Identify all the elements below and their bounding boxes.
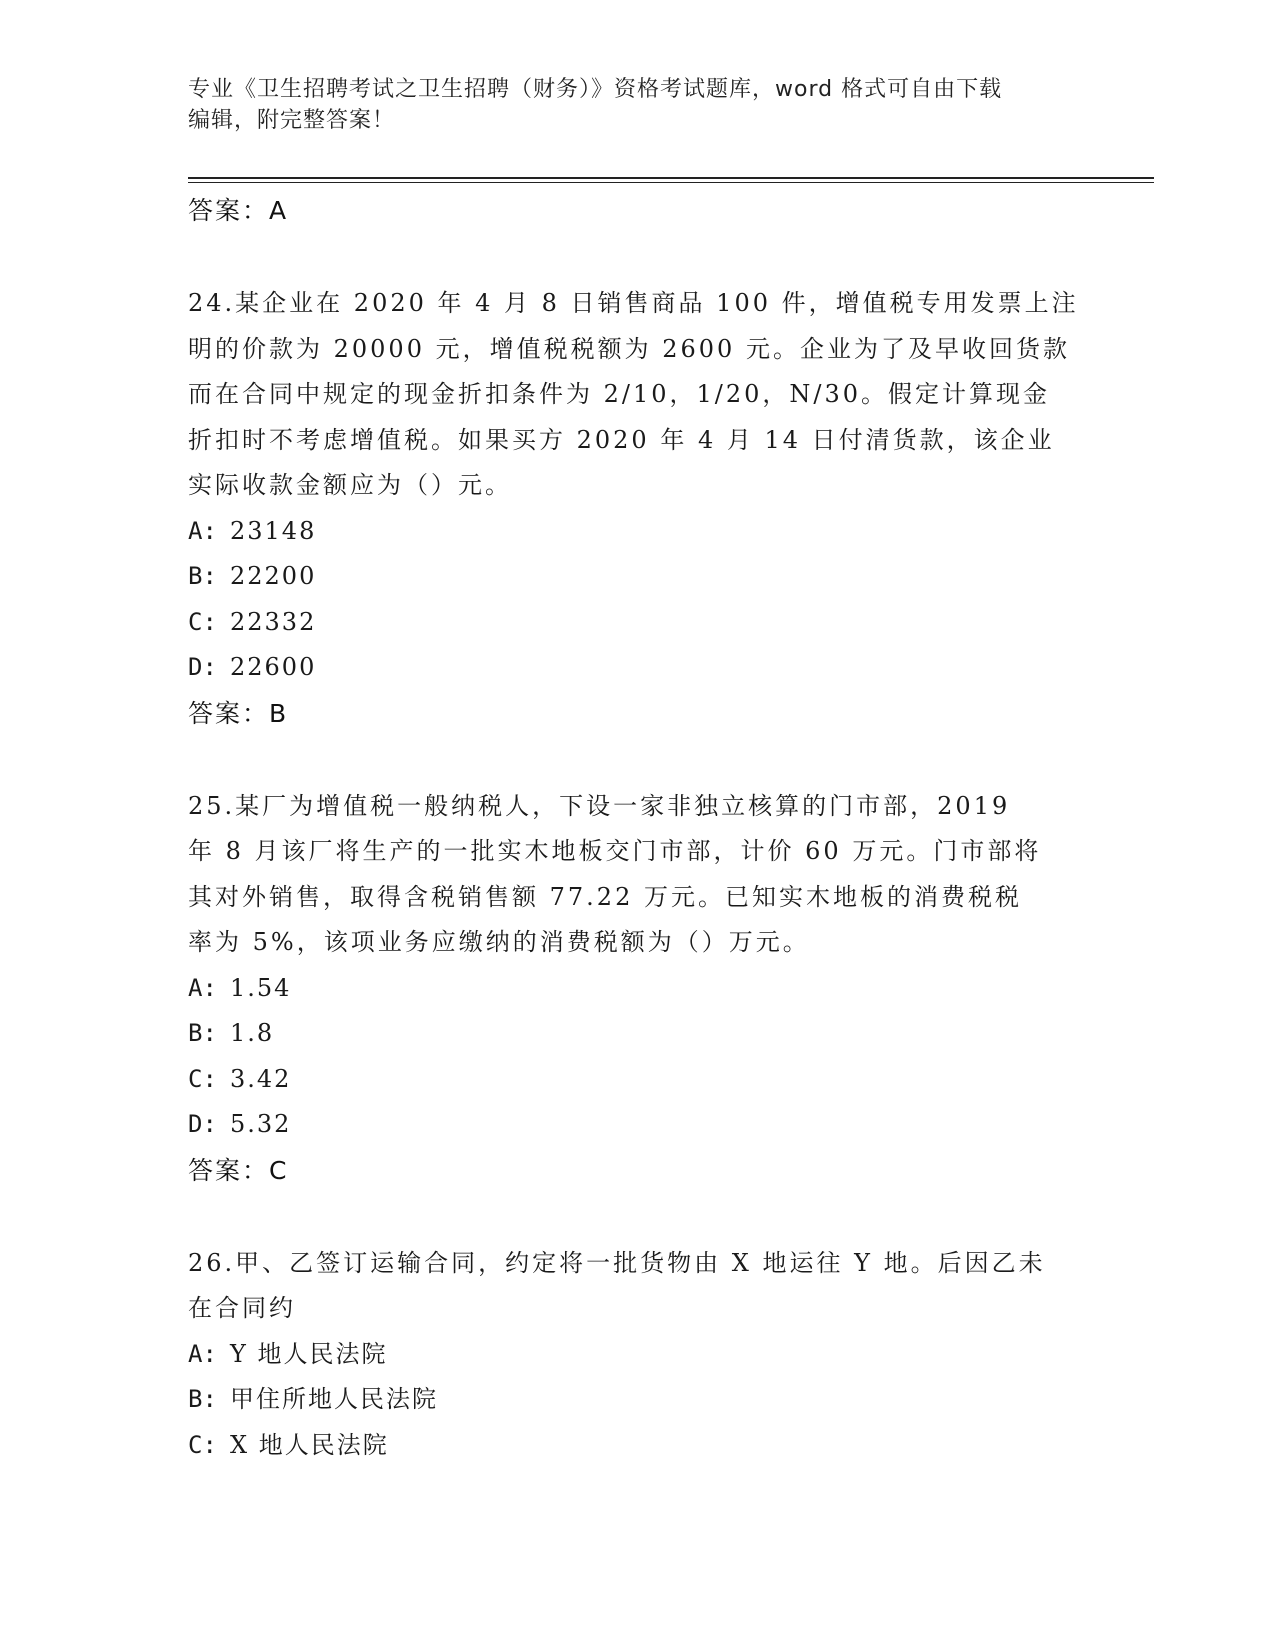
- option-text: 22600: [230, 653, 317, 681]
- header-line-2: 编辑，附完整答案！: [188, 108, 396, 133]
- question-25: [188, 784, 1088, 1193]
- option-key: C:: [188, 607, 217, 636]
- option-a: [188, 966, 1088, 1012]
- answer-line: 答案：C: [188, 1155, 289, 1185]
- question-stem: [188, 784, 1088, 966]
- header-line-1: 专业《卫生招聘考试之卫生招聘（财务）》资格考试题库，word 格式可自由下载: [188, 77, 1003, 102]
- spacer: [188, 736, 1088, 784]
- page-header: [188, 74, 1068, 136]
- option-text: 22332: [230, 607, 317, 636]
- option-text: 22200: [230, 562, 317, 590]
- stem-line: 率为 5%，该项业务应缴纳的消费税额为（）万元。: [188, 928, 810, 956]
- stem-line: 而在合同中规定的现金折扣条件为 2/10，1/20，N/30。假定计算现金: [188, 380, 1051, 408]
- question-stem: [188, 281, 1088, 509]
- option-text: X 地人民法院: [230, 1430, 389, 1459]
- option-b: [188, 1011, 1088, 1057]
- option-a: [188, 509, 1088, 555]
- option-key: D:: [188, 1110, 217, 1138]
- option-key: B:: [188, 562, 217, 590]
- stem-line: 24.某企业在 2020 年 4 月 8 日销售商品 100 件，增值税专用发票上注: [188, 289, 1079, 317]
- header-rule-thin: [188, 182, 1154, 183]
- stem-line: 26.甲、乙签订运输合同，约定将一批货物由 X 地运往 Y 地。后因乙未: [188, 1248, 1046, 1277]
- stem-line: 其对外销售，取得含税销售额 77.22 万元。已知实木地板的消费税税: [188, 882, 1022, 911]
- question-24: [188, 281, 1088, 736]
- option-d: [188, 1102, 1088, 1148]
- option-c: [188, 1423, 1088, 1469]
- question-26: [188, 1241, 1088, 1469]
- question-list: [188, 188, 1088, 1468]
- option-key: B:: [188, 1385, 217, 1413]
- option-key: A:: [188, 1339, 217, 1368]
- header-rule-thick: [188, 177, 1154, 179]
- answer-line: 答案：A: [188, 196, 289, 225]
- option-d: [188, 645, 1088, 691]
- option-key: D:: [188, 653, 217, 681]
- option-c: [188, 600, 1088, 646]
- option-key: A:: [188, 973, 217, 1002]
- option-text: Y 地人民法院: [230, 1339, 388, 1368]
- option-text: 甲住所地人民法院: [230, 1385, 438, 1413]
- stem-line: 年 8 月该厂将生产的一批实木地板交门市部，计价 60 万元。门市部将: [188, 837, 1042, 865]
- option-key: C:: [188, 1430, 217, 1459]
- option-text: 1.8: [230, 1019, 275, 1047]
- option-key: B:: [188, 1019, 217, 1047]
- option-b: [188, 1377, 1088, 1423]
- option-c: [188, 1057, 1088, 1103]
- stem-line: 实际收款金额应为（）元。: [188, 471, 512, 499]
- option-key: A:: [188, 516, 217, 545]
- option-text: 3.42: [230, 1064, 292, 1093]
- stem-line: 明的价款为 20000 元，增值税税额为 2600 元。企业为了及早收回货款: [188, 334, 1070, 363]
- spacer: [188, 233, 1088, 281]
- option-a: [188, 1332, 1088, 1378]
- question-stem: [188, 1241, 1088, 1332]
- stem-line: 在合同约: [188, 1294, 296, 1322]
- spacer: [188, 1193, 1088, 1241]
- option-text: 5.32: [230, 1110, 292, 1138]
- option-text: 23148: [230, 516, 317, 545]
- option-text: 1.54: [230, 973, 292, 1002]
- answer-line: 答案：B: [188, 698, 289, 728]
- stem-line: 折扣时不考虑增值税。如果买方 2020 年 4 月 14 日付清货款，该企业: [188, 425, 1055, 454]
- option-b: [188, 554, 1088, 600]
- stem-line: 25.某厂为增值税一般纳税人，下设一家非独立核算的门市部，2019: [188, 791, 1011, 820]
- option-key: C:: [188, 1064, 217, 1093]
